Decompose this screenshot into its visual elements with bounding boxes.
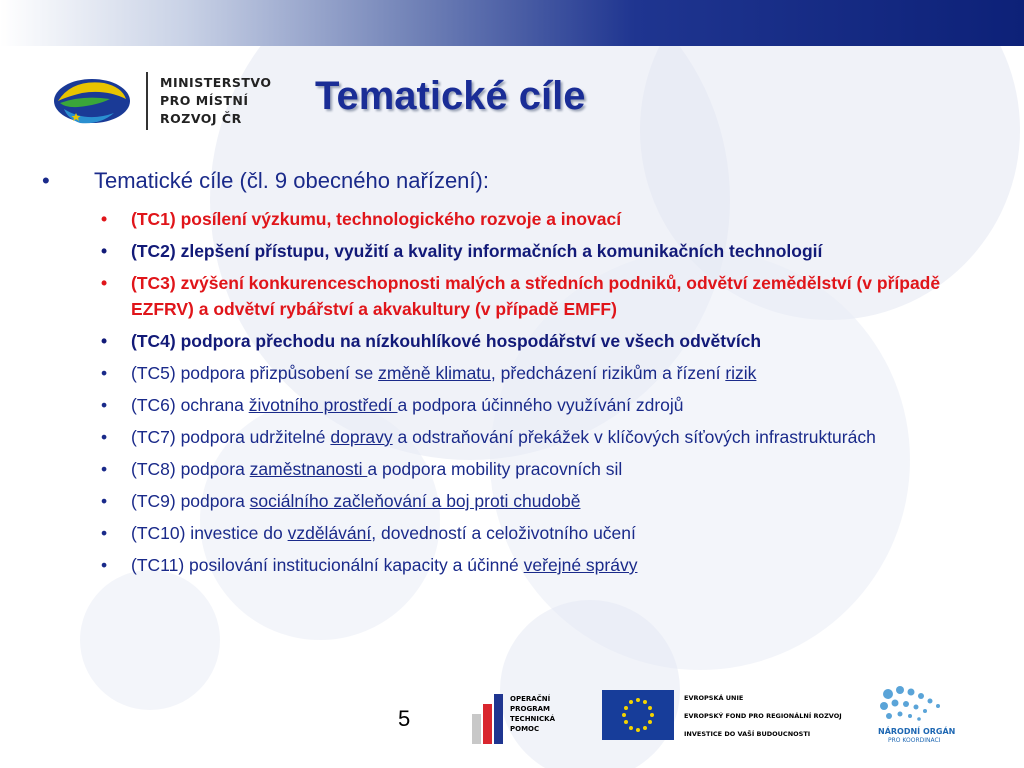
eu-text-1: EVROPSKÁ UNIE [684, 694, 744, 702]
link-socialniho-zaclenovani[interactable]: sociálního začleňování a boj proti chudobě [249, 491, 581, 511]
op-bar-1 [472, 714, 481, 744]
op-bar-3 [494, 694, 503, 744]
logo-line-3: ROZVOJ ČR [160, 111, 242, 126]
item-text: (TC6) ochrana [131, 395, 249, 415]
intro-text: Tematické cíle (čl. 9 obecného nařízení): [94, 168, 489, 193]
nok-text-1: NÁRODNÍ ORGÁN [878, 727, 956, 736]
item-text: (TC4) podpora přechodu na nízkouhlíkové hospodářství ve všech odvětvích [131, 331, 762, 351]
item-text: a podpora účinného využívání zdrojů [397, 395, 684, 415]
item-text: (TC7) podpora udržitelné [131, 427, 331, 447]
item-text: (TC2) zlepšení přístupu, využití a kvality informačních a komunikačních technologií [131, 241, 823, 261]
link-zmene-klimatu[interactable]: změně klimatu [378, 363, 491, 383]
bullet-icon: • [42, 168, 50, 193]
eu-logo [602, 690, 842, 740]
nok-text-2: PRO KOORDINACI [888, 737, 941, 744]
bullet-icon: • [101, 331, 108, 351]
item-text: (TC10) investice do [131, 523, 288, 543]
op-text-4: POMOC [510, 725, 540, 733]
bullet-icon: • [101, 241, 108, 261]
op-bar-2 [483, 704, 492, 744]
item-text: (TC9) podpora [131, 491, 250, 511]
item-text: (TC5) podpora přizpůsobení se [131, 363, 379, 383]
bullet-icon: • [101, 395, 108, 415]
eu-text-2: EVROPSKÝ FOND PRO REGIONÁLNÍ ROZVOJ [684, 712, 842, 720]
bullet-icon: • [101, 273, 108, 293]
bullet-icon: • [101, 427, 108, 447]
logo-line-1: MINISTERSTVO [160, 75, 272, 90]
bullet-icon: • [101, 459, 108, 479]
bullet-icon: • [101, 363, 108, 383]
item-text: , předcházení rizikům a řízení [490, 363, 726, 383]
page-number: 5 [398, 706, 411, 731]
eu-flag-icon [602, 690, 674, 740]
item-text: (TC1) posílení výzkumu, technologického rozvoje a inovací [131, 209, 622, 229]
bullet-icon: • [101, 555, 108, 575]
eu-text-3: INVESTICE DO VAŠÍ BUDOUCNOSTI [684, 730, 811, 738]
item-text: (TC11) posilování institucionální kapacity a účinné [131, 555, 524, 575]
op-tp-logo [472, 694, 556, 744]
op-text-3: TECHNICKÁ [510, 715, 555, 723]
op-text-2: PROGRAM [510, 705, 550, 713]
item-text: (TC8) podpora [131, 459, 250, 479]
op-text-1: OPERAČNÍ [510, 695, 551, 703]
item-text: a podpora mobility pracovních sil [367, 459, 623, 479]
link-zamestnanosti[interactable]: zaměstnanosti [249, 459, 368, 479]
link-vzdelavani[interactable]: vzdělávání [287, 523, 372, 543]
bullet-icon: • [101, 491, 108, 511]
bullet-icon: • [101, 209, 108, 229]
nok-dots-icon [880, 686, 940, 721]
item-text: a odstraňování překážek v klíčových síťových infrastrukturách [392, 427, 876, 447]
link-rizik[interactable]: rizik [725, 363, 757, 383]
item-text: , dovedností a celoživotního učení [371, 523, 636, 543]
logo-line-2: PRO MÍSTNÍ [160, 93, 249, 108]
page-title: Tematické cíle [315, 74, 586, 118]
item-text: (TC3) zvýšení konkurenceschopnosti malých a středních podniků, odvětví zemědělství (v případě EZFRV) a odvětví rybářství a akvakultury (v případě EMFF) [131, 273, 941, 319]
link-dopravy[interactable]: dopravy [330, 427, 393, 447]
link-zivotniho-prostredi[interactable]: životního prostředí [248, 395, 398, 415]
bullet-icon: • [101, 523, 108, 543]
nok-logo [878, 686, 955, 744]
link-verejne-spravy[interactable]: veřejné správy [523, 555, 638, 575]
